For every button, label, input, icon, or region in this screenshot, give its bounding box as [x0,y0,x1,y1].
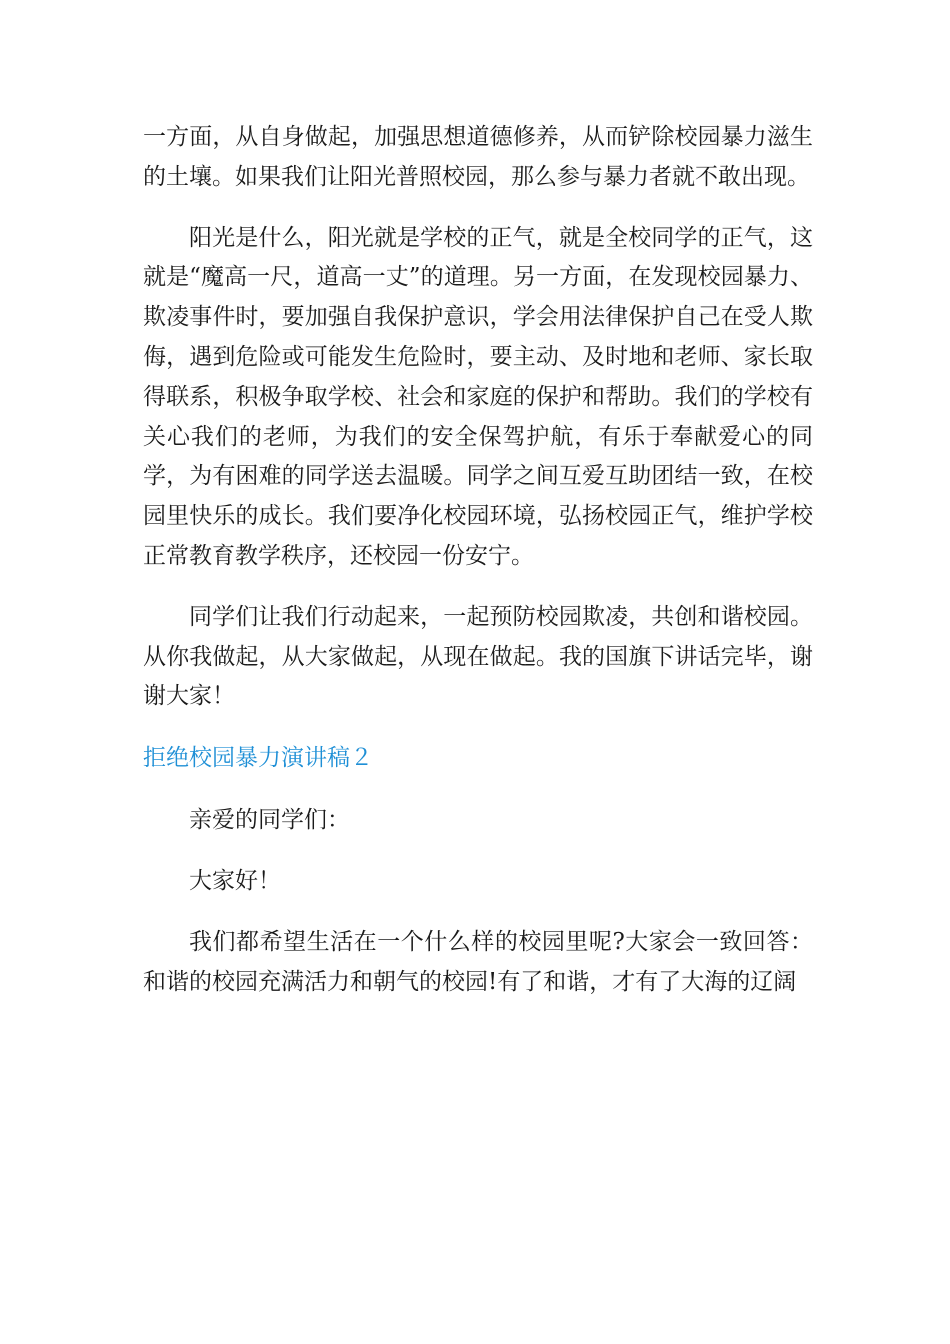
paragraph-2: 阳光是什么，阳光就是学校的正气，就是全校同学的正气，这就是“魔高一尺，道高一丈”的道理。另一方面，在发现校园暴力、欺凌事件时，要加强自我保护意识，学会用法律保护自己在受人欺侮，遇到危险或可能发生危险时，要主动、及时地和老师、家长取得联系，积极争取学校、社会和家庭的保护和帮助。我们的学校有关心我们的老师，为我们的安全保驾护航，有乐于奉献爱心的同学，为有困难的同学送去温暖。同学之间互爱互助团结一致，在校园里快乐的成长。我们要净化校园环境，弘扬校园正气，维护学校正常教育教学秩序，还校园一份安宁。 [143,224,813,569]
greeting: 大家好！ [189,867,281,894]
document-body [143,118,813,1023]
salutation: 亲爱的同学们： [189,807,350,834]
paragraph-3: 同学们让我们行动起来，一起预防校园欺凌，共创和谐校园。从你我做起，从大家做起，从现在做起。我的国旗下讲话完毕，谢谢大家！ [143,603,813,710]
paragraph-4: 我们都希望生活在一个什么样的校园里呢?大家会一致回答：和谐的校园充满活力和朝气的校园!有了和谐，才有了大海的辽阔 [143,928,813,995]
section-heading: 拒绝校园暴力演讲稿２ [143,745,373,772]
paragraph-1: 一方面，从自身做起，加强思想道德修养，从而铲除校园暴力滋生的土壤。如果我们让阳光普照校园，那么参与暴力者就不敢出现。 [143,124,813,190]
